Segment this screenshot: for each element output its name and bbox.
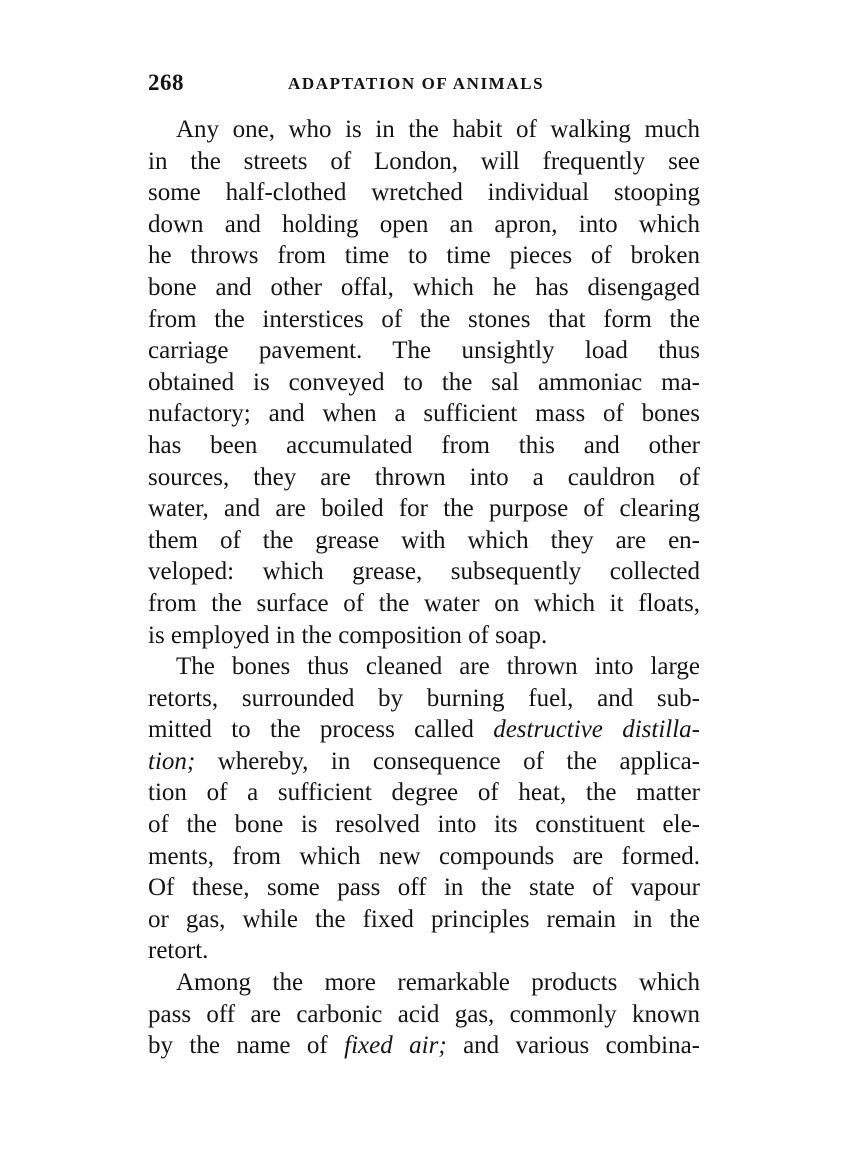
italic-phrase: fixed air; (344, 1032, 447, 1060)
paragraph-1 (148, 114, 700, 651)
text-line: Of these, some pass off in the state of vapour (148, 874, 700, 902)
text-line: or gas, while the fixed principles remain in the (148, 905, 700, 933)
text-line: of the bone is resolved into its constituent ele- (148, 811, 700, 839)
text-line: tion; whereby, in consequence of the applica- (148, 747, 700, 775)
running-title: ADAPTATION OF ANIMALS (288, 74, 545, 93)
text-line: Among the more remarkable products which (176, 969, 700, 997)
text-line: some half-clothed wretched individual stooping (148, 179, 700, 207)
text-line: ments, from which new compounds are formed. (148, 842, 700, 870)
body-text (148, 114, 700, 1062)
text-line: obtained is conveyed to the sal ammoniac ma- (148, 368, 700, 396)
text-line: from the interstices of the stones that form the (148, 305, 700, 333)
text-line: sources, they are thrown into a cauldron of (148, 463, 700, 491)
text-line: is employed in the composition of soap. (148, 621, 548, 649)
running-head (148, 70, 708, 100)
text-line: in the streets of London, will frequently see (148, 147, 700, 175)
text-line: retorts, surrounded by burning fuel, and sub- (148, 684, 700, 712)
italic-phrase: destructive distilla- (493, 716, 700, 744)
text-line: from the surface of the water on which it floats, (148, 589, 700, 617)
text-line: water, and are boiled for the purpose of clearing (148, 495, 700, 523)
text-line: veloped: which grease, subsequently collected (148, 558, 700, 586)
text-line: by the name of fixed air; and various combina- (148, 1032, 700, 1060)
paragraph-3 (148, 967, 700, 1062)
paragraph-2 (148, 651, 700, 967)
page-number: 268 (148, 70, 184, 95)
text-line: pass off are carbonic acid gas, commonly known (148, 1000, 700, 1028)
text-line: mitted to the process called destructive distilla- (148, 716, 700, 744)
text-line: has been accumulated from this and other (148, 431, 700, 459)
text-line: he throws from time to time pieces of broken (148, 242, 700, 270)
italic-phrase: tion; (148, 747, 196, 775)
text-line: bone and other offal, which he has disengaged (148, 273, 700, 301)
text-line: down and holding open an apron, into which (148, 210, 700, 238)
text-line: them of the grease with which they are en- (148, 526, 700, 554)
text-line: The bones thus cleaned are thrown into large (176, 653, 700, 681)
text-line: retort. (148, 937, 209, 965)
text-line: carriage pavement. The unsightly load thus (148, 337, 700, 365)
text-line: nufactory; and when a sufficient mass of bones (148, 400, 700, 428)
text-line: Any one, who is in the habit of walking much (176, 116, 700, 143)
text-line: tion of a sufficient degree of heat, the matter (148, 779, 700, 807)
